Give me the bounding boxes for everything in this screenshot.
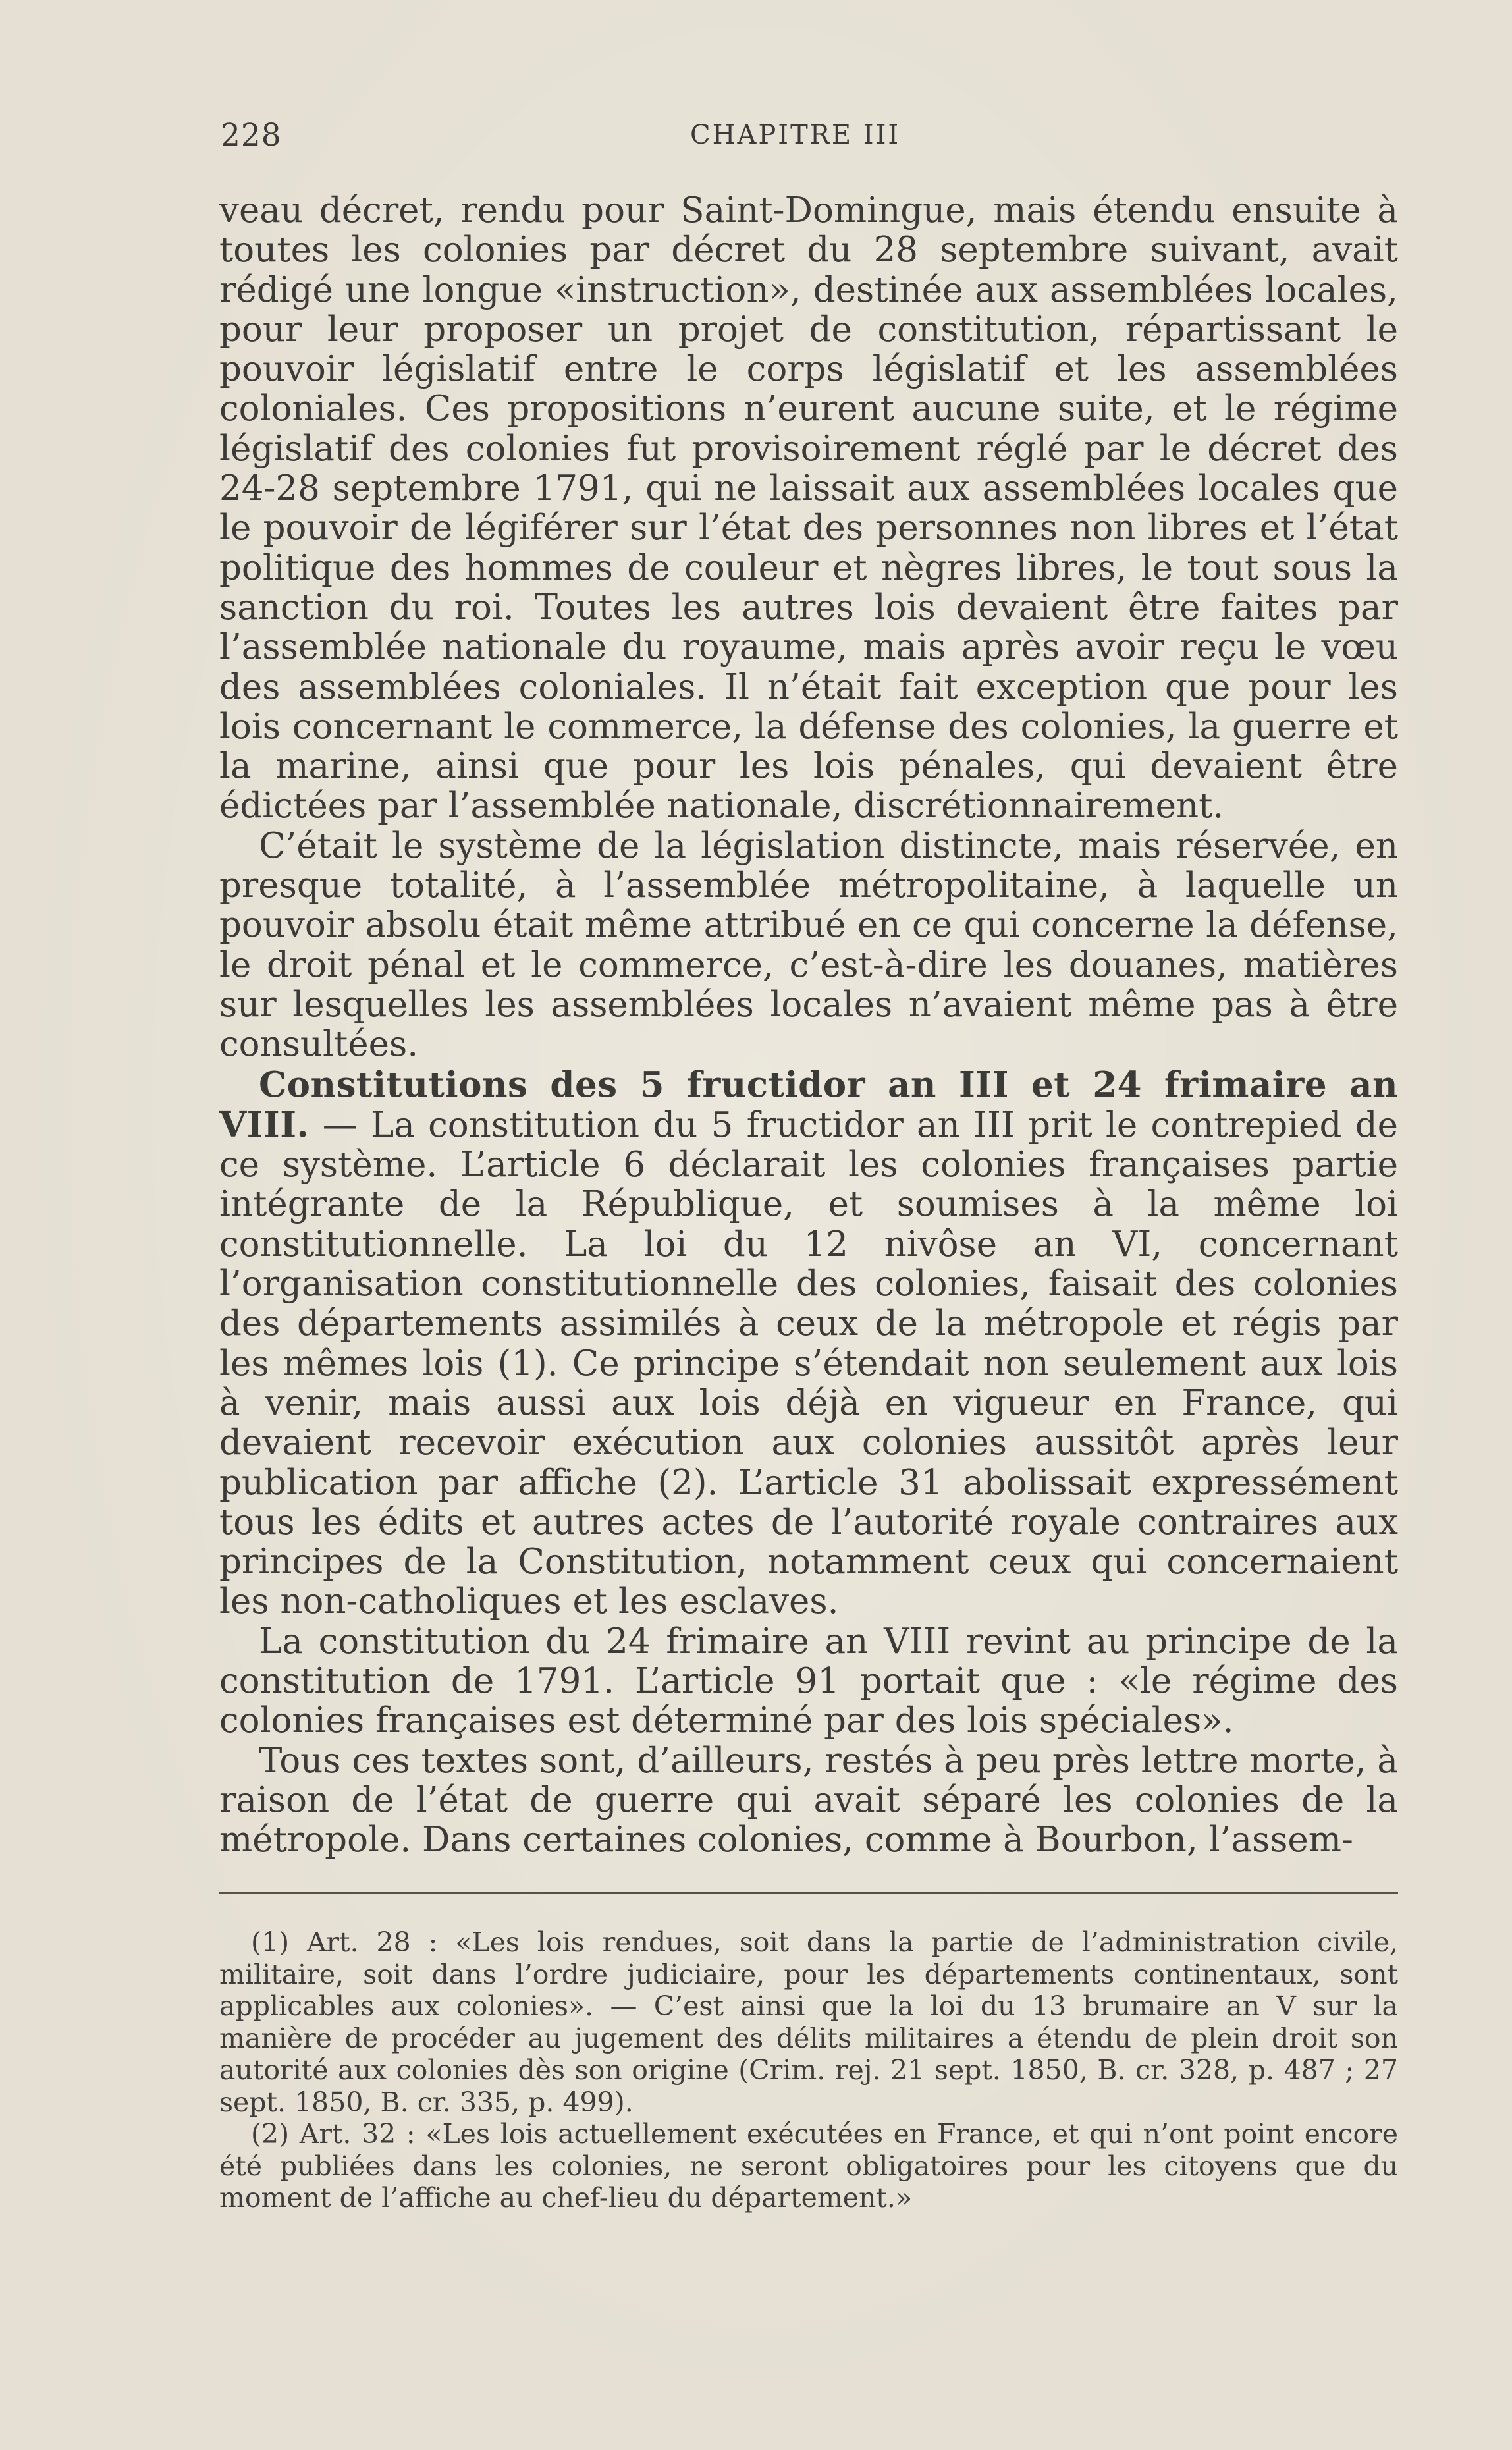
body-text	[219, 191, 1398, 1860]
section-heading: Constitutions des 5 fructidor an III et 24 frimaire an VIII.	[219, 1064, 1398, 1145]
footnote-1: (1) Art. 28 : «Les lois rendues, soit dans la partie de l’administration civile, militaire, soit dans l’ordre judiciaire, pour les départements continentaux, sont applicables aux colonies». — C’est ainsi que la loi du 13 brumaire an V sur la manière de procéder au jugement des délits militaires a étendu de plein droit son autorité aux colonies dès son origine (Crim. rej. 21 sept. 1850, B. cr. 328, p. 487 ; 27 sept. 1850, B. cr. 335, p. 499).	[219, 1926, 1398, 2118]
chapter-title: CHAPITRE III	[690, 120, 901, 150]
section-paragraph	[219, 1065, 1398, 1622]
page-number: 228	[221, 117, 282, 153]
footnote-divider	[219, 1892, 1398, 1894]
paragraph-4: La constitution du 24 frimaire an VIII revint au principe de la constitution de 1791. L’article 91 portait que : «le régime des colonies françaises est déterminé par des lois spéciales».	[219, 1621, 1398, 1741]
paragraph-3: — La constitution du 5 fructidor an III prit le contrepied de ce système. L’article 6 déclarait les colonies françaises partie intégrante de la République, et soumises à la même loi constitutionnelle. La loi du 12 nivôse an VI, concernant l’organisation constitutionnelle des colonies, faisait des colonies des départements assimilés à ceux de la métropole et régis par les mêmes lois (1). Ce principe s’étendait non seulement aux lois à venir, mais aussi aux lois déjà en vigueur en France, qui devaient recevoir exécution aux colonies aussitôt après leur publication par affiche (2). L’article 31 abolissait expressément tous les édits et autres actes de l’autorité royale contraires aux principes de la Constitution, notamment ceux qui concernaient les non-catholiques et les esclaves.	[219, 1104, 1398, 1622]
footnotes	[219, 1926, 1398, 2214]
paragraph-1: veau décret, rendu pour Saint-Domingue, mais étendu ensuite à toutes les colonies par décret du 28 septembre suivant, avait rédigé une longue «instruction», destinée aux assemblées locales, pour leur proposer un projet de constitution, répartissant le pouvoir législatif entre le corps législatif et les assemblées coloniales. Ces propositions n’eurent aucune suite, et le régime législatif des colonies fut provisoirement réglé par le décret des 24-28 septembre 1791, qui ne laissait aux assemblées locales que le pouvoir de légiférer sur l’état des personnes non libres et l’état politique des hommes de couleur et nègres libres, le tout sous la sanction du roi. Toutes les autres lois devaient être faites par l’assemblée nationale du royaume, mais après avoir reçu le vœu des assemblées coloniales. Il n’était fait exception que pour les lois concernant le commerce, la défense des colonies, la guerre et la marine, ainsi que pour les lois pénales, qui devaient être édictées par l’assemblée nationale, discrétionnairement.	[219, 190, 1398, 827]
running-head	[221, 117, 1399, 157]
footnote-2: (2) Art. 32 : «Les lois actuellement exécutées en France, et qui n’ont point encore été publiées dans les colonies, ne seront obligatoires pour les citoyens que du moment de l’affiche au chef-lieu du département.»	[219, 2118, 1398, 2214]
paragraph-5: Tous ces textes sont, d’ailleurs, restés à peu près lettre morte, à raison de l’état de guerre qui avait séparé les colonies de la métropole. Dans certaines colonies, comme à Bourbon, l’assem-	[219, 1740, 1398, 1861]
paragraph-2: C’était le système de la législation distincte, mais réservée, en presque totalité, à l’assemblée métropolitaine, à laquelle un pouvoir absolu était même attribué en ce qui concerne la défense, le droit pénal et le commerce, c’est-à-dire les douanes, matières sur lesquelles les assemblées locales n’avaient même pas à être consultées.	[219, 825, 1398, 1065]
